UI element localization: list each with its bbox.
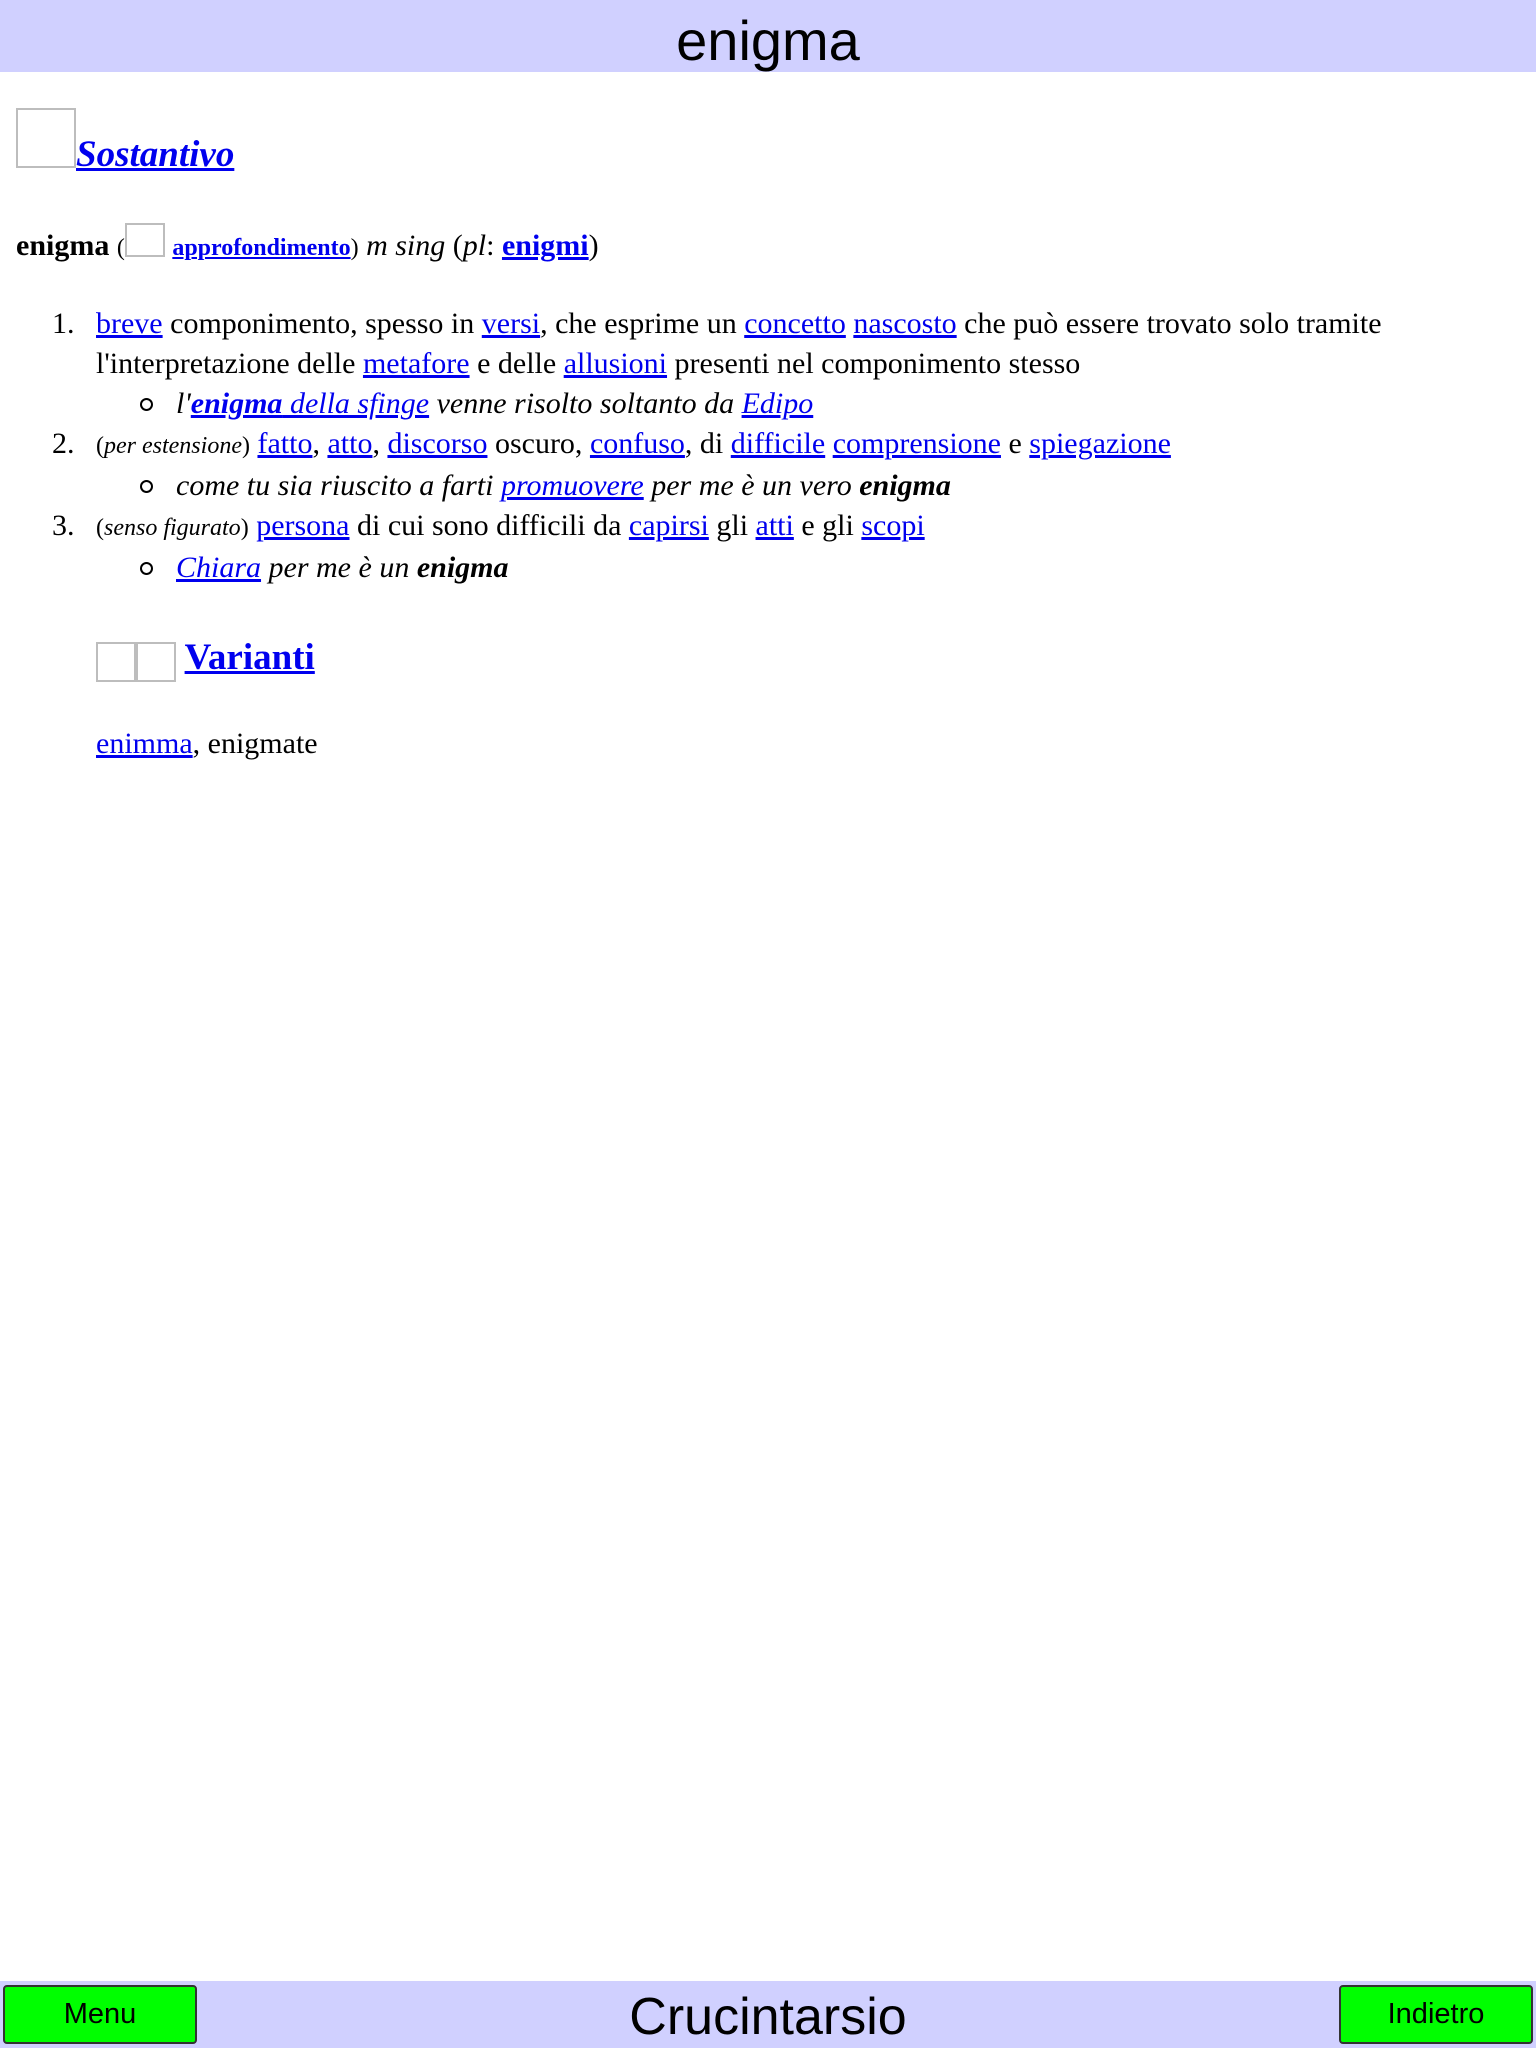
page-header	[0, 0, 1536, 72]
example-link[interactable]: Edipo	[741, 387, 814, 420]
approfondimento-link[interactable]: approfondimento	[172, 235, 351, 261]
variants-line: enimma, enigmate	[96, 727, 318, 760]
examples-list	[96, 384, 1506, 424]
example-link[interactable]: enigma della sfinge	[190, 387, 430, 420]
menu-button[interactable]: Menu	[3, 1985, 197, 2044]
example-link[interactable]: promuovere	[501, 469, 644, 502]
example-item: Chiara per me è un enigma	[176, 548, 1506, 588]
definitions-list	[16, 304, 1506, 588]
headword-line: enigma ( approfondimento) m sing (pl: enigmi)	[16, 223, 1506, 268]
image-placeholder-icon	[96, 642, 136, 682]
word-link[interactable]: spiegazione	[1029, 427, 1171, 460]
image-placeholder-icon	[16, 108, 76, 168]
example-item: come tu sia riuscito a farti promuovere per me è un vero enigma	[176, 466, 1506, 506]
plural-label: pl	[462, 229, 487, 262]
examples-list	[96, 548, 1506, 588]
usage-label: per estensione	[104, 433, 242, 459]
variants-heading	[96, 634, 1506, 682]
word-link[interactable]: scopi	[861, 509, 925, 542]
variant-link[interactable]: enimma	[96, 727, 193, 760]
word-link[interactable]: nascosto	[853, 307, 957, 340]
word-link[interactable]: breve	[96, 307, 163, 340]
definition-item: 1. breve componimento, spesso in versi, che esprime un concetto nascosto che può essere trovato solo tramite l'interpretazione delle metafore e delle allusioni presenti nel componimento stesso l'enigma della sfinge venne risolto soltanto da Edipo	[96, 304, 1506, 424]
word-link[interactable]: comprensione	[832, 427, 1001, 460]
example-link[interactable]: Chiara	[176, 551, 262, 584]
word-link[interactable]: atto	[327, 427, 373, 460]
word-link[interactable]: versi	[481, 307, 541, 340]
word-link[interactable]: capirsi	[628, 509, 709, 542]
word-link[interactable]: fatto	[257, 427, 313, 460]
gender-label: m sing	[366, 229, 446, 262]
word-link[interactable]: metafore	[362, 347, 470, 380]
pos-heading-link[interactable]: Sostantivo	[76, 134, 235, 175]
examples-list	[96, 466, 1506, 506]
image-placeholder-icon	[136, 642, 176, 682]
page-title: enigma	[676, 9, 860, 72]
example-item: l'enigma della sfinge venne risolto soltanto da Edipo	[176, 384, 1506, 424]
footer-bar	[0, 1981, 1536, 2048]
word-link[interactable]: discorso	[387, 427, 488, 460]
word-link[interactable]: atti	[755, 509, 794, 542]
word-link[interactable]: confuso	[589, 427, 685, 460]
word-link[interactable]: difficile	[730, 427, 826, 460]
definition-item: 3. (senso figurato) persona di cui sono difficili da capirsi gli atti e gli scopi Chiara per me è un enigma	[96, 506, 1506, 588]
usage-label: senso figurato	[104, 515, 241, 541]
headword: enigma	[16, 229, 110, 262]
definition-item: 2. (per estensione) fatto, atto, discorso oscuro, confuso, di difficile comprensione e spiegazione come tu sia riuscito a farti promuovere per me è un vero enigma	[96, 424, 1506, 506]
audio-image-placeholder-icon	[125, 223, 165, 257]
word-link[interactable]: concetto	[744, 307, 846, 340]
pos-heading	[16, 108, 1506, 179]
word-link[interactable]: persona	[256, 509, 350, 542]
entry-content	[16, 108, 1506, 764]
word-link[interactable]: allusioni	[563, 347, 668, 380]
app-title: Crucintarsio	[629, 1988, 907, 2046]
back-button[interactable]: Indietro	[1339, 1985, 1533, 2044]
plural-link[interactable]: enigmi	[501, 229, 589, 262]
variants-heading-link[interactable]: Varianti	[184, 637, 315, 678]
